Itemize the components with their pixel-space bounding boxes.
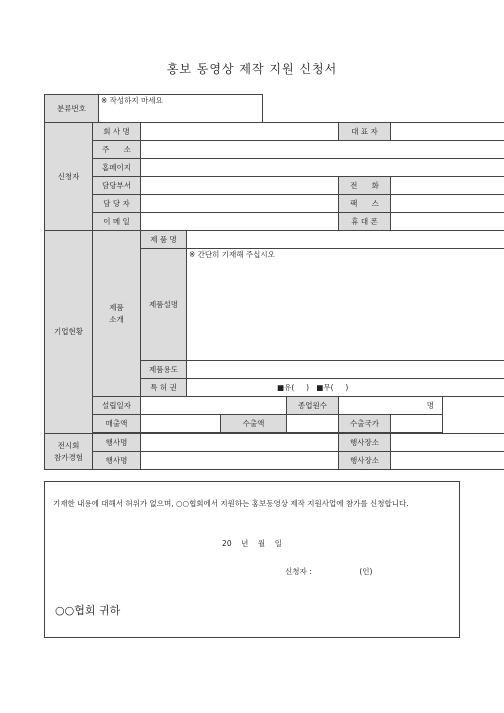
fax-label: 팩 스 (339, 195, 391, 213)
manager-label: 담 당 자 (93, 195, 141, 213)
classification-table (44, 94, 263, 123)
product-intro-label: 제품 소개 (93, 231, 141, 397)
ceo-label: 대 표 자 (339, 123, 391, 141)
patent-options[interactable]: ■유( ) ■무( ) (187, 379, 504, 397)
event-name-label-2: 행사명 (93, 452, 141, 470)
exports-label: 수출액 (221, 415, 287, 433)
mobile-label: 휴 대 폰 (339, 213, 391, 231)
revenue-field[interactable] (141, 415, 221, 433)
applicant-group-label: 신청자 (45, 123, 93, 231)
manager-field[interactable] (141, 195, 339, 213)
classification-label: 분류번호 (45, 95, 99, 123)
email-field[interactable] (141, 213, 339, 231)
department-label: 담당부서 (93, 177, 141, 195)
founded-field[interactable] (141, 397, 287, 415)
employees-label: 종업원수 (287, 397, 339, 415)
product-use-field[interactable] (187, 361, 504, 379)
event-name-label-1: 행사명 (93, 434, 141, 452)
ceo-field[interactable] (391, 123, 504, 141)
event-name-field-2[interactable] (141, 452, 339, 470)
address-field[interactable] (141, 141, 504, 159)
event-place-field-2[interactable] (391, 452, 504, 470)
declaration-text: 기재한 내용에 대해서 허위가 없으며, ○○협회에서 지원하는 홍보동영상 제작 지원사업에 참가를 신청합니다. (53, 499, 409, 508)
declaration-signer[interactable]: 신청자 : (인) (285, 567, 373, 576)
revenue-label: 매출액 (93, 415, 141, 433)
company-name-field[interactable] (141, 123, 339, 141)
phone-label: 전 화 (339, 177, 391, 195)
company-group-label: 기업현황 (45, 231, 93, 434)
declaration-date[interactable]: 20 년 월 일 (222, 539, 282, 548)
event-place-label-1: 행사장소 (339, 434, 391, 452)
homepage-label: 홈페이지 (93, 159, 141, 177)
declaration-recipient: ○○협회 귀하 (55, 604, 121, 617)
export-countries-field[interactable] (391, 415, 443, 433)
founded-label: 설립일자 (93, 397, 141, 415)
address-label: 주 소 (93, 141, 141, 159)
product-name-field[interactable] (187, 231, 504, 249)
product-use-label: 제품용도 (141, 361, 187, 379)
email-label: 이 메 일 (93, 213, 141, 231)
patent-label: 특 허 권 (141, 379, 187, 397)
event-name-field-1[interactable] (141, 434, 339, 452)
product-name-label: 제 품 명 (141, 231, 187, 249)
homepage-field[interactable] (141, 159, 504, 177)
exports-field[interactable] (287, 415, 339, 433)
document-title: 홍보 동영상 제작 지원 신청서 (166, 62, 338, 76)
application-form-table (44, 122, 504, 470)
exhibition-group-label: 전시회 참가경험 (45, 434, 93, 470)
mobile-field[interactable] (391, 213, 504, 231)
product-desc-note[interactable]: ※ 간단히 기재해 주십시오 (187, 249, 504, 361)
product-desc-label: 제품설명 (141, 249, 187, 361)
event-place-label-2: 행사장소 (339, 452, 391, 470)
employees-unit[interactable]: 명 (339, 397, 443, 415)
phone-field[interactable] (391, 177, 504, 195)
department-field[interactable] (141, 177, 339, 195)
declaration-box (44, 481, 460, 638)
classification-note: ※ 작성하지 마세요 (99, 95, 263, 123)
company-name-label: 회 사 명 (93, 123, 141, 141)
fax-field[interactable] (391, 195, 504, 213)
event-place-field-1[interactable] (391, 434, 504, 452)
export-countries-label: 수출국가 (339, 415, 391, 433)
